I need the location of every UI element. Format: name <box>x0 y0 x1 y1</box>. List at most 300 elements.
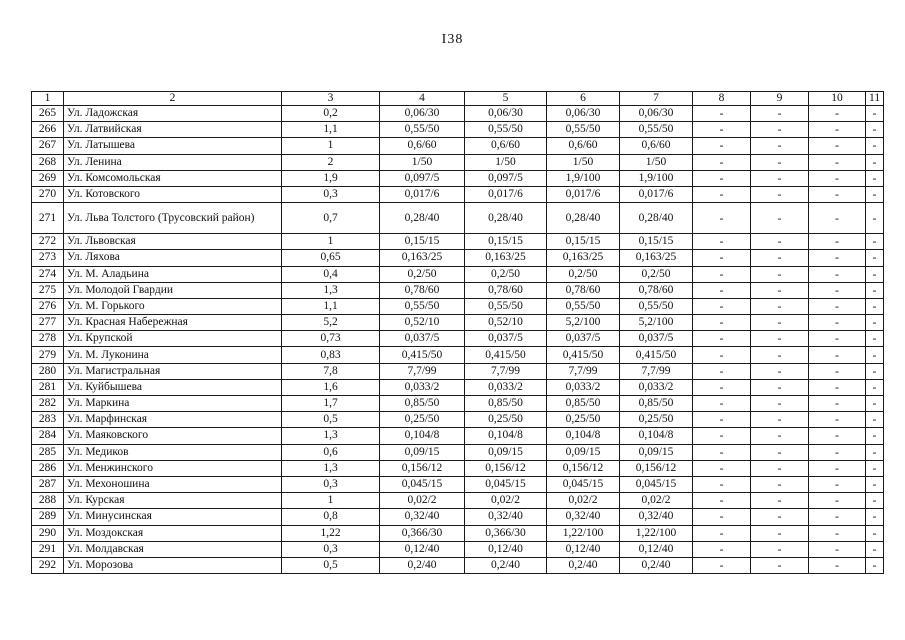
value-cell: 0,366/30 <box>465 525 547 541</box>
value-cell: 0,12/40 <box>380 541 465 557</box>
row-number-cell: 265 <box>32 106 64 122</box>
row-number-cell: 292 <box>32 557 64 573</box>
street-name-cell: Ул. Магистральная <box>64 363 282 379</box>
street-name-cell: Ул. Мехоношина <box>64 476 282 492</box>
value-cell: - <box>693 250 751 266</box>
table-row <box>32 396 884 412</box>
value-cell: 0,06/30 <box>380 106 465 122</box>
value-cell: 0,2/50 <box>547 266 620 282</box>
value-cell: 0,037/5 <box>380 331 465 347</box>
value-cell: - <box>751 412 809 428</box>
value-cell: - <box>693 266 751 282</box>
table-row <box>32 234 884 250</box>
table-row <box>32 379 884 395</box>
value-cell: 0,12/40 <box>465 541 547 557</box>
value-cell: - <box>693 106 751 122</box>
value-cell: - <box>866 203 884 234</box>
value-cell: - <box>866 541 884 557</box>
value-cell: 0,037/5 <box>547 331 620 347</box>
street-name-cell: Ул. Ленина <box>64 154 282 170</box>
table-row <box>32 106 884 122</box>
value-cell: 0,28/40 <box>547 203 620 234</box>
value-cell: 0,83 <box>282 347 380 363</box>
value-cell: - <box>809 347 866 363</box>
value-cell: - <box>751 315 809 331</box>
value-cell: 0,09/15 <box>547 444 620 460</box>
value-cell: - <box>693 186 751 202</box>
row-number-cell: 277 <box>32 315 64 331</box>
value-cell: 0,2/40 <box>465 557 547 573</box>
row-number-cell: 288 <box>32 493 64 509</box>
value-cell: 1 <box>282 493 380 509</box>
value-cell: - <box>751 266 809 282</box>
value-cell: 1,9 <box>282 170 380 186</box>
row-number-cell: 273 <box>32 250 64 266</box>
value-cell: - <box>809 203 866 234</box>
value-cell: - <box>866 154 884 170</box>
value-cell: - <box>866 476 884 492</box>
value-cell: 0,09/15 <box>465 444 547 460</box>
row-number-cell: 287 <box>32 476 64 492</box>
value-cell: 0,017/6 <box>620 186 693 202</box>
column-header: 5 <box>465 92 547 106</box>
value-cell: - <box>693 347 751 363</box>
value-cell: - <box>866 234 884 250</box>
value-cell: 0,2 <box>282 106 380 122</box>
value-cell: - <box>866 460 884 476</box>
value-cell: 0,3 <box>282 476 380 492</box>
value-cell: 0,32/40 <box>620 509 693 525</box>
street-data-table <box>31 91 884 574</box>
value-cell: - <box>809 412 866 428</box>
value-cell: 0,55/50 <box>547 122 620 138</box>
street-name-cell: Ул. Ляхова <box>64 250 282 266</box>
street-name-cell: Ул. Маркина <box>64 396 282 412</box>
value-cell: 5,2 <box>282 315 380 331</box>
value-cell: - <box>751 203 809 234</box>
value-cell: 0,06/30 <box>620 106 693 122</box>
row-number-cell: 267 <box>32 138 64 154</box>
value-cell: - <box>751 363 809 379</box>
value-cell: 0,15/15 <box>547 234 620 250</box>
value-cell: - <box>693 444 751 460</box>
value-cell: 0,73 <box>282 331 380 347</box>
value-cell: 0,156/12 <box>547 460 620 476</box>
value-cell: 0,156/12 <box>620 460 693 476</box>
value-cell: 0,163/25 <box>380 250 465 266</box>
column-header: 10 <box>809 92 866 106</box>
value-cell: - <box>693 138 751 154</box>
value-cell: - <box>866 444 884 460</box>
value-cell: - <box>751 509 809 525</box>
value-cell: 0,55/50 <box>465 298 547 314</box>
street-name-cell: Ул. Латвийская <box>64 122 282 138</box>
street-name-cell: Ул. Марфинская <box>64 412 282 428</box>
table-row <box>32 428 884 444</box>
value-cell: - <box>751 347 809 363</box>
value-cell: - <box>809 298 866 314</box>
value-cell: - <box>693 493 751 509</box>
value-cell: 1,6 <box>282 379 380 395</box>
value-cell: - <box>809 460 866 476</box>
value-cell: 0,25/50 <box>547 412 620 428</box>
value-cell: - <box>866 557 884 573</box>
value-cell: - <box>751 186 809 202</box>
value-cell: 0,32/40 <box>465 509 547 525</box>
value-cell: - <box>693 476 751 492</box>
value-cell: - <box>751 154 809 170</box>
value-cell: 0,2/50 <box>465 266 547 282</box>
table-row <box>32 460 884 476</box>
table-row <box>32 122 884 138</box>
column-header: 1 <box>32 92 64 106</box>
value-cell: - <box>751 525 809 541</box>
row-number-cell: 291 <box>32 541 64 557</box>
table-row <box>32 444 884 460</box>
value-cell: 0,52/10 <box>380 315 465 331</box>
value-cell: - <box>866 412 884 428</box>
row-number-cell: 276 <box>32 298 64 314</box>
value-cell: 0,78/60 <box>547 282 620 298</box>
table-row <box>32 557 884 573</box>
value-cell: - <box>866 106 884 122</box>
table-row <box>32 331 884 347</box>
value-cell: 0,097/5 <box>380 170 465 186</box>
table-row <box>32 298 884 314</box>
value-cell: - <box>693 460 751 476</box>
value-cell: - <box>693 557 751 573</box>
table-body <box>32 92 884 574</box>
value-cell: 1/50 <box>620 154 693 170</box>
table-row <box>32 363 884 379</box>
value-cell: 1,22/100 <box>620 525 693 541</box>
value-cell: - <box>751 298 809 314</box>
value-cell: 0,6/60 <box>620 138 693 154</box>
value-cell: 1,3 <box>282 460 380 476</box>
row-number-cell: 272 <box>32 234 64 250</box>
value-cell: 0,415/50 <box>465 347 547 363</box>
street-name-cell: Ул. М. Аладьина <box>64 266 282 282</box>
value-cell: - <box>751 476 809 492</box>
column-header: 11 <box>866 92 884 106</box>
value-cell: - <box>866 266 884 282</box>
value-cell: - <box>693 412 751 428</box>
value-cell: 0,2/50 <box>620 266 693 282</box>
value-cell: - <box>693 203 751 234</box>
table-row <box>32 541 884 557</box>
value-cell: - <box>751 106 809 122</box>
street-name-cell: Ул. Моздокская <box>64 525 282 541</box>
value-cell: 7,7/99 <box>465 363 547 379</box>
row-number-cell: 271 <box>32 203 64 234</box>
value-cell: - <box>809 250 866 266</box>
value-cell: 0,55/50 <box>465 122 547 138</box>
value-cell: 0,09/15 <box>620 444 693 460</box>
table-row <box>32 250 884 266</box>
value-cell: 0,8 <box>282 509 380 525</box>
table-row <box>32 476 884 492</box>
value-cell: - <box>809 282 866 298</box>
value-cell: - <box>693 122 751 138</box>
value-cell: 0,366/30 <box>380 525 465 541</box>
value-cell: 0,65 <box>282 250 380 266</box>
row-number-cell: 289 <box>32 509 64 525</box>
value-cell: 0,02/2 <box>620 493 693 509</box>
value-cell: 0,5 <box>282 412 380 428</box>
value-cell: 0,52/10 <box>465 315 547 331</box>
value-cell: 5,2/100 <box>547 315 620 331</box>
value-cell: 0,2/40 <box>547 557 620 573</box>
value-cell: - <box>693 525 751 541</box>
table-row <box>32 315 884 331</box>
street-name-cell: Ул. Минусинская <box>64 509 282 525</box>
column-header: 7 <box>620 92 693 106</box>
value-cell: - <box>866 122 884 138</box>
value-cell: 0,163/25 <box>547 250 620 266</box>
column-header: 6 <box>547 92 620 106</box>
value-cell: 0,85/50 <box>465 396 547 412</box>
table-row <box>32 525 884 541</box>
value-cell: - <box>866 379 884 395</box>
value-cell: 1,1 <box>282 298 380 314</box>
value-cell: - <box>809 493 866 509</box>
value-cell: 0,045/15 <box>380 476 465 492</box>
value-cell: - <box>751 379 809 395</box>
value-cell: - <box>866 298 884 314</box>
value-cell: 0,045/15 <box>547 476 620 492</box>
street-name-cell: Ул. Менжинского <box>64 460 282 476</box>
value-cell: 0,5 <box>282 557 380 573</box>
value-cell: 0,3 <box>282 541 380 557</box>
street-name-cell: Ул. Комсомольская <box>64 170 282 186</box>
value-cell: 1,3 <box>282 428 380 444</box>
value-cell: 0,12/40 <box>620 541 693 557</box>
value-cell: 0,017/6 <box>465 186 547 202</box>
value-cell: 0,163/25 <box>620 250 693 266</box>
row-number-cell: 270 <box>32 186 64 202</box>
value-cell: - <box>866 138 884 154</box>
value-cell: - <box>751 557 809 573</box>
value-cell: 7,7/99 <box>380 363 465 379</box>
value-cell: - <box>809 396 866 412</box>
value-cell: - <box>809 266 866 282</box>
value-cell: 0,06/30 <box>465 106 547 122</box>
street-name-cell: Ул. Латышева <box>64 138 282 154</box>
value-cell: 0,28/40 <box>465 203 547 234</box>
value-cell: 0,6/60 <box>380 138 465 154</box>
table-row <box>32 347 884 363</box>
column-header: 2 <box>64 92 282 106</box>
value-cell: 1/50 <box>465 154 547 170</box>
value-cell: - <box>809 138 866 154</box>
value-cell: 0,045/15 <box>620 476 693 492</box>
value-cell: - <box>809 379 866 395</box>
value-cell: - <box>693 315 751 331</box>
value-cell: 0,12/40 <box>547 541 620 557</box>
row-number-cell: 279 <box>32 347 64 363</box>
value-cell: - <box>751 122 809 138</box>
value-cell: - <box>809 444 866 460</box>
value-cell: 0,85/50 <box>547 396 620 412</box>
row-number-cell: 269 <box>32 170 64 186</box>
value-cell: - <box>693 170 751 186</box>
value-cell: 0,55/50 <box>380 298 465 314</box>
value-cell: 0,415/50 <box>547 347 620 363</box>
value-cell: 0,104/8 <box>620 428 693 444</box>
value-cell: 1,7 <box>282 396 380 412</box>
value-cell: 0,156/12 <box>465 460 547 476</box>
row-number-cell: 278 <box>32 331 64 347</box>
value-cell: 1,22 <box>282 525 380 541</box>
street-name-cell: Ул. Льва Толстого (Трусовский район) <box>64 203 282 234</box>
value-cell: - <box>751 282 809 298</box>
street-name-cell: Ул. Морозова <box>64 557 282 573</box>
value-cell: 0,25/50 <box>380 412 465 428</box>
value-cell: - <box>751 234 809 250</box>
street-name-cell: Ул. Крупской <box>64 331 282 347</box>
value-cell: 0,25/50 <box>620 412 693 428</box>
value-cell: 1 <box>282 234 380 250</box>
value-cell: - <box>809 428 866 444</box>
value-cell: 0,32/40 <box>547 509 620 525</box>
value-cell: 0,037/5 <box>620 331 693 347</box>
value-cell: - <box>693 298 751 314</box>
value-cell: - <box>809 170 866 186</box>
street-name-cell: Ул. Медиков <box>64 444 282 460</box>
value-cell: - <box>809 122 866 138</box>
value-cell: 2 <box>282 154 380 170</box>
value-cell: - <box>866 170 884 186</box>
value-cell: 0,02/2 <box>547 493 620 509</box>
value-cell: - <box>809 234 866 250</box>
table-row <box>32 138 884 154</box>
street-name-cell: Ул. Куйбышева <box>64 379 282 395</box>
value-cell: - <box>809 363 866 379</box>
street-name-cell: Ул. Красная Набережная <box>64 315 282 331</box>
row-number-cell: 290 <box>32 525 64 541</box>
value-cell: - <box>809 315 866 331</box>
table-row <box>32 493 884 509</box>
value-cell: 1/50 <box>380 154 465 170</box>
value-cell: 0,6 <box>282 444 380 460</box>
value-cell: - <box>809 106 866 122</box>
row-number-cell: 283 <box>32 412 64 428</box>
street-name-cell: Ул. Львовская <box>64 234 282 250</box>
value-cell: 0,55/50 <box>380 122 465 138</box>
value-cell: 0,017/6 <box>547 186 620 202</box>
value-cell: 1 <box>282 138 380 154</box>
value-cell: 1,9/100 <box>620 170 693 186</box>
value-cell: 0,045/15 <box>465 476 547 492</box>
street-name-cell: Ул. М. Горького <box>64 298 282 314</box>
value-cell: - <box>751 396 809 412</box>
street-name-cell: Ул. Ладожская <box>64 106 282 122</box>
value-cell: 0,4 <box>282 266 380 282</box>
column-header: 8 <box>693 92 751 106</box>
street-name-cell: Ул. Молдавская <box>64 541 282 557</box>
value-cell: - <box>809 476 866 492</box>
table-row <box>32 170 884 186</box>
value-cell: - <box>693 282 751 298</box>
value-cell: - <box>866 282 884 298</box>
value-cell: 0,55/50 <box>620 298 693 314</box>
value-cell: 0,163/25 <box>465 250 547 266</box>
row-number-cell: 268 <box>32 154 64 170</box>
value-cell: 0,037/5 <box>465 331 547 347</box>
value-cell: - <box>751 460 809 476</box>
value-cell: 0,6/60 <box>547 138 620 154</box>
value-cell: 0,033/2 <box>620 379 693 395</box>
value-cell: 0,09/15 <box>380 444 465 460</box>
value-cell: 0,06/30 <box>547 106 620 122</box>
street-name-cell: Ул. Маяковского <box>64 428 282 444</box>
value-cell: 0,78/60 <box>465 282 547 298</box>
value-cell: - <box>866 331 884 347</box>
value-cell: - <box>866 250 884 266</box>
street-name-cell: Ул. М. Луконина <box>64 347 282 363</box>
value-cell: 0,28/40 <box>380 203 465 234</box>
value-cell: - <box>751 138 809 154</box>
row-number-cell: 274 <box>32 266 64 282</box>
value-cell: 0,033/2 <box>547 379 620 395</box>
value-cell: - <box>809 509 866 525</box>
value-cell: 0,2/50 <box>380 266 465 282</box>
value-cell: 0,55/50 <box>620 122 693 138</box>
value-cell: - <box>809 186 866 202</box>
row-number-cell: 266 <box>32 122 64 138</box>
row-number-cell: 286 <box>32 460 64 476</box>
value-cell: - <box>751 493 809 509</box>
value-cell: 0,7 <box>282 203 380 234</box>
table-header-row <box>32 92 884 106</box>
value-cell: - <box>751 331 809 347</box>
value-cell: - <box>693 541 751 557</box>
value-cell: 0,2/40 <box>620 557 693 573</box>
value-cell: - <box>809 331 866 347</box>
value-cell: 0,156/12 <box>380 460 465 476</box>
value-cell: 0,104/8 <box>380 428 465 444</box>
value-cell: - <box>751 428 809 444</box>
value-cell: 0,415/50 <box>620 347 693 363</box>
table-row <box>32 509 884 525</box>
value-cell: - <box>866 315 884 331</box>
value-cell: - <box>751 541 809 557</box>
table-row <box>32 266 884 282</box>
value-cell: 0,85/50 <box>620 396 693 412</box>
table-row <box>32 203 884 234</box>
value-cell: - <box>693 379 751 395</box>
value-cell: 0,02/2 <box>380 493 465 509</box>
value-cell: - <box>866 493 884 509</box>
value-cell: - <box>809 154 866 170</box>
value-cell: 0,15/15 <box>380 234 465 250</box>
value-cell: 0,02/2 <box>465 493 547 509</box>
street-name-cell: Ул. Молодой Гвардии <box>64 282 282 298</box>
value-cell: 0,104/8 <box>465 428 547 444</box>
table-row <box>32 412 884 428</box>
value-cell: - <box>751 250 809 266</box>
value-cell: 0,6/60 <box>465 138 547 154</box>
street-name-cell: Ул. Котовского <box>64 186 282 202</box>
value-cell: - <box>693 509 751 525</box>
value-cell: - <box>693 396 751 412</box>
value-cell: - <box>866 396 884 412</box>
value-cell: - <box>866 363 884 379</box>
value-cell: - <box>693 154 751 170</box>
value-cell: 0,85/50 <box>380 396 465 412</box>
value-cell: 0,15/15 <box>620 234 693 250</box>
table-row <box>32 282 884 298</box>
